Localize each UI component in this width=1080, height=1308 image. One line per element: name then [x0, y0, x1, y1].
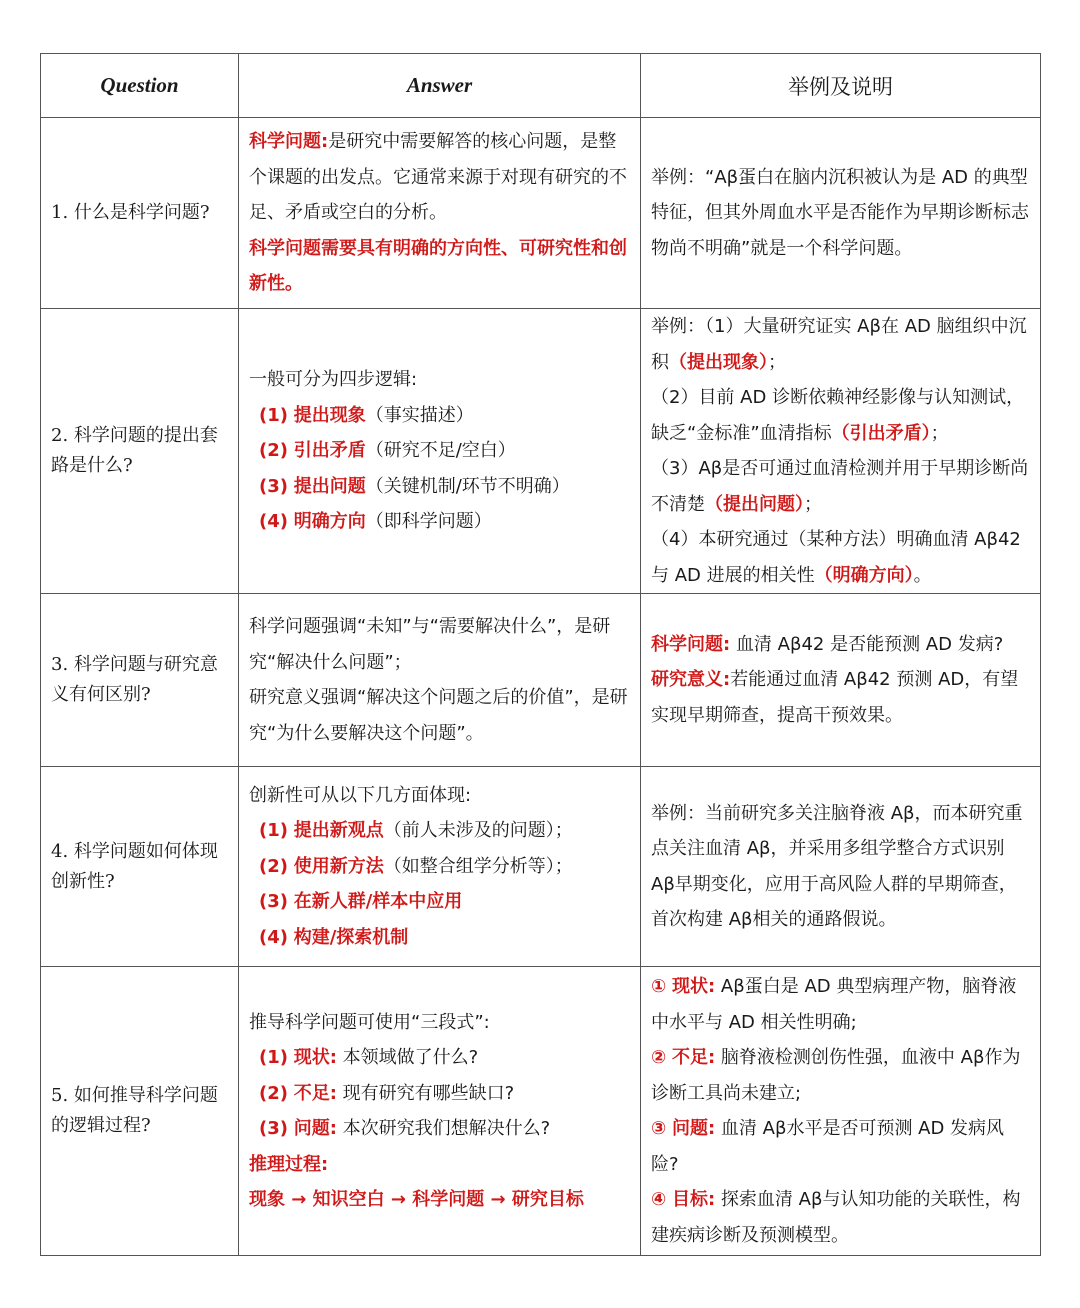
example-item-end: ； [930, 422, 949, 444]
step-note: 本领域做了什么? [342, 1047, 479, 1068]
example-item-text: 探索血清 Aβ与认知功能的关联性，构建疾病诊断及预测模型。 [651, 1189, 1021, 1246]
circled-number-icon: ③ [651, 1118, 667, 1139]
example-item-text: 血清 Aβ水平是否可预测 AD 发病风险? [651, 1118, 1005, 1175]
example-item-text: （3）Aβ是否可通过血清检测并用于早期诊断尚不清楚 [651, 458, 1029, 515]
step-item [249, 849, 630, 885]
header-example: 举例及说明 [641, 54, 1041, 118]
step-label: 构建/探索机制 [293, 926, 409, 948]
example-item-label: 不足: [671, 1047, 716, 1068]
answer-line: 科学问题强调“未知”与“需要解决什么”，是研究“解决什么问题”； [249, 616, 611, 673]
step-item [249, 1040, 630, 1076]
example-item [651, 1040, 1030, 1111]
step-item [249, 504, 630, 540]
step-label: 提出新观点 [293, 820, 384, 842]
step-item [249, 884, 630, 920]
example-item-label: 现状: [671, 976, 716, 997]
step-note: 本次研究我们想解决什么? [342, 1118, 551, 1139]
example-item [651, 969, 1030, 1040]
step-num: (1) [259, 404, 288, 426]
answer-intro: 一般可分为四步逻辑: [249, 369, 418, 391]
answer-cell [239, 118, 641, 309]
example-item-text: Aβ蛋白是 AD 典型病理产物，脑脊液中水平与 AD 相关性明确; [651, 976, 1017, 1033]
example-item [651, 1111, 1030, 1182]
answer-intro: 创新性可从以下几方面体现: [249, 784, 472, 806]
example-item-text: （2）目前 AD 诊断依赖神经影像与认知测试，缺乏“金标准”血清指标 [651, 387, 1025, 444]
step-note: （即科学问题） [365, 511, 492, 533]
answer-definition [249, 124, 630, 231]
step-num: (2) [259, 855, 288, 877]
step-item [249, 920, 630, 956]
example-cell [641, 309, 1041, 594]
example-cell [641, 594, 1041, 767]
step-item [249, 469, 630, 505]
step-num: (2) [259, 1082, 288, 1104]
step-num: (1) [259, 820, 288, 842]
header-question: Question [41, 54, 239, 118]
step-label: 提出现象 [293, 404, 366, 426]
example-text: 举例：“Aβ蛋白在脑内沉积被认为是 AD 的典型特征，但其外周血水平是否能作为早期诊断标志物尚不明确”就是一个科学问题。 [651, 166, 1029, 259]
table-row [41, 594, 1041, 767]
answer-emphasis: 科学问题需要具有明确的方向性、可研究性和创新性。 [249, 237, 627, 295]
step-num: (2) [259, 440, 288, 462]
question-cell: 1. 什么是科学问题? [41, 118, 239, 309]
example-item [651, 309, 1030, 380]
example-item-text: 血清 Aβ42 是否能预测 AD 发病? [735, 633, 1004, 655]
step-label: 不足: [293, 1082, 337, 1104]
example-item [651, 662, 1030, 733]
step-item [249, 433, 630, 469]
example-item [651, 1182, 1030, 1253]
reasoning-label: 推理过程: [249, 1153, 329, 1175]
example-item-label: 研究意义: [651, 669, 731, 691]
example-item [651, 380, 1030, 451]
step-num: (4) [259, 511, 288, 533]
step-label: 现状: [293, 1047, 337, 1068]
step-note: （如整合组学分析等）； [383, 855, 573, 877]
example-item-end: 。 [913, 564, 932, 586]
example-item [651, 522, 1030, 593]
example-item-label: 目标: [671, 1189, 716, 1210]
step-note: 现有研究有哪些缺口? [342, 1082, 515, 1104]
circled-number-icon: ② [651, 1047, 667, 1068]
example-item-label: 问题: [671, 1118, 716, 1139]
answer-line: 研究意义强调“解决这个问题之后的价值”，是研究“为什么要解决这个问题”。 [249, 687, 628, 744]
step-num: (3) [259, 891, 288, 913]
answer-label: 科学问题: [249, 131, 329, 153]
example-item-text: 举例：（1）大量研究证实 Aβ在 AD 脑组织中沉积 [651, 316, 1027, 373]
example-item [651, 627, 1030, 663]
table-row [41, 309, 1041, 594]
step-num: (3) [259, 475, 288, 497]
qa-table [40, 53, 1041, 1256]
step-item [249, 1111, 630, 1147]
question-cell: 5. 如何推导科学问题的逻辑过程? [41, 967, 239, 1256]
step-label: 在新人群/样本中应用 [293, 891, 463, 913]
table-row [41, 967, 1041, 1256]
example-item-tag: （提出现象） [669, 351, 768, 373]
step-label: 提出问题 [293, 475, 366, 497]
question-cell: 4. 科学问题如何体现创新性? [41, 767, 239, 967]
example-item-tag: （引出矛盾） [831, 422, 931, 444]
example-item-tag: （提出问题） [705, 493, 804, 515]
table-row [41, 767, 1041, 967]
answer-cell [239, 594, 641, 767]
step-note: （前人未涉及的问题）； [383, 820, 573, 842]
circled-number-icon: ④ [651, 1189, 667, 1210]
example-item-end: ； [804, 493, 822, 515]
answer-cell [239, 767, 641, 967]
answer-text: 是研究中需要解答的核心问题，是整个课题的出发点。它通常来源于对现有研究的不足、矛盾或空白的分析。 [249, 131, 627, 224]
step-item [249, 1076, 630, 1112]
step-item [249, 398, 630, 434]
question-cell: 3. 科学问题与研究意义有何区别? [41, 594, 239, 767]
table-row [41, 118, 1041, 309]
step-num: (4) [259, 926, 288, 948]
step-label: 明确方向 [293, 511, 366, 533]
example-cell [641, 767, 1041, 967]
header-answer: Answer [239, 54, 641, 118]
qa-document [40, 53, 1040, 1256]
example-item-label: 科学问题: [651, 633, 731, 655]
step-note: （事实描述） [365, 404, 474, 426]
header-row [41, 54, 1041, 118]
step-num: (3) [259, 1118, 288, 1139]
example-item [651, 451, 1030, 522]
example-item-end: ； [768, 351, 786, 373]
example-item-text: 若能通过血清 Aβ42 预测 AD，有望实现早期筛查，提高干预效果。 [651, 669, 1019, 726]
step-note: （研究不足/空白） [365, 440, 516, 462]
answer-intro: 推导科学问题可使用“三段式”: [249, 1011, 490, 1033]
example-item-text: 脑脊液检测创伤性强，血液中 Aβ作为诊断工具尚未建立; [651, 1047, 1021, 1104]
step-note: （关键机制/环节不明确） [365, 475, 570, 497]
step-label: 使用新方法 [293, 855, 384, 877]
circled-number-icon: ① [651, 976, 667, 997]
question-cell: 2. 科学问题的提出套路是什么? [41, 309, 239, 594]
example-text: 举例：当前研究多关注脑脊液 Aβ，而本研究重点关注血清 Aβ，并采用多组学整合方式识别 Aβ早期变化，应用于高风险人群的早期筛查，首次构建 Aβ相关的通路假说。 [651, 802, 1023, 930]
step-item [249, 813, 630, 849]
answer-cell [239, 967, 641, 1256]
answer-cell [239, 309, 641, 594]
step-label: 引出矛盾 [293, 440, 366, 462]
example-item-tag: （明确方向） [814, 564, 914, 586]
example-item-text: （4）本研究通过（某种方法）明确血清 Aβ42 与 AD 进展的相关性 [651, 529, 1021, 586]
example-cell [641, 118, 1041, 309]
step-num: (1) [259, 1047, 288, 1068]
reasoning-chain: 现象 → 知识空白 → 科学问题 → 研究目标 [249, 1189, 584, 1210]
example-cell [641, 967, 1041, 1256]
step-label: 问题: [293, 1118, 337, 1139]
